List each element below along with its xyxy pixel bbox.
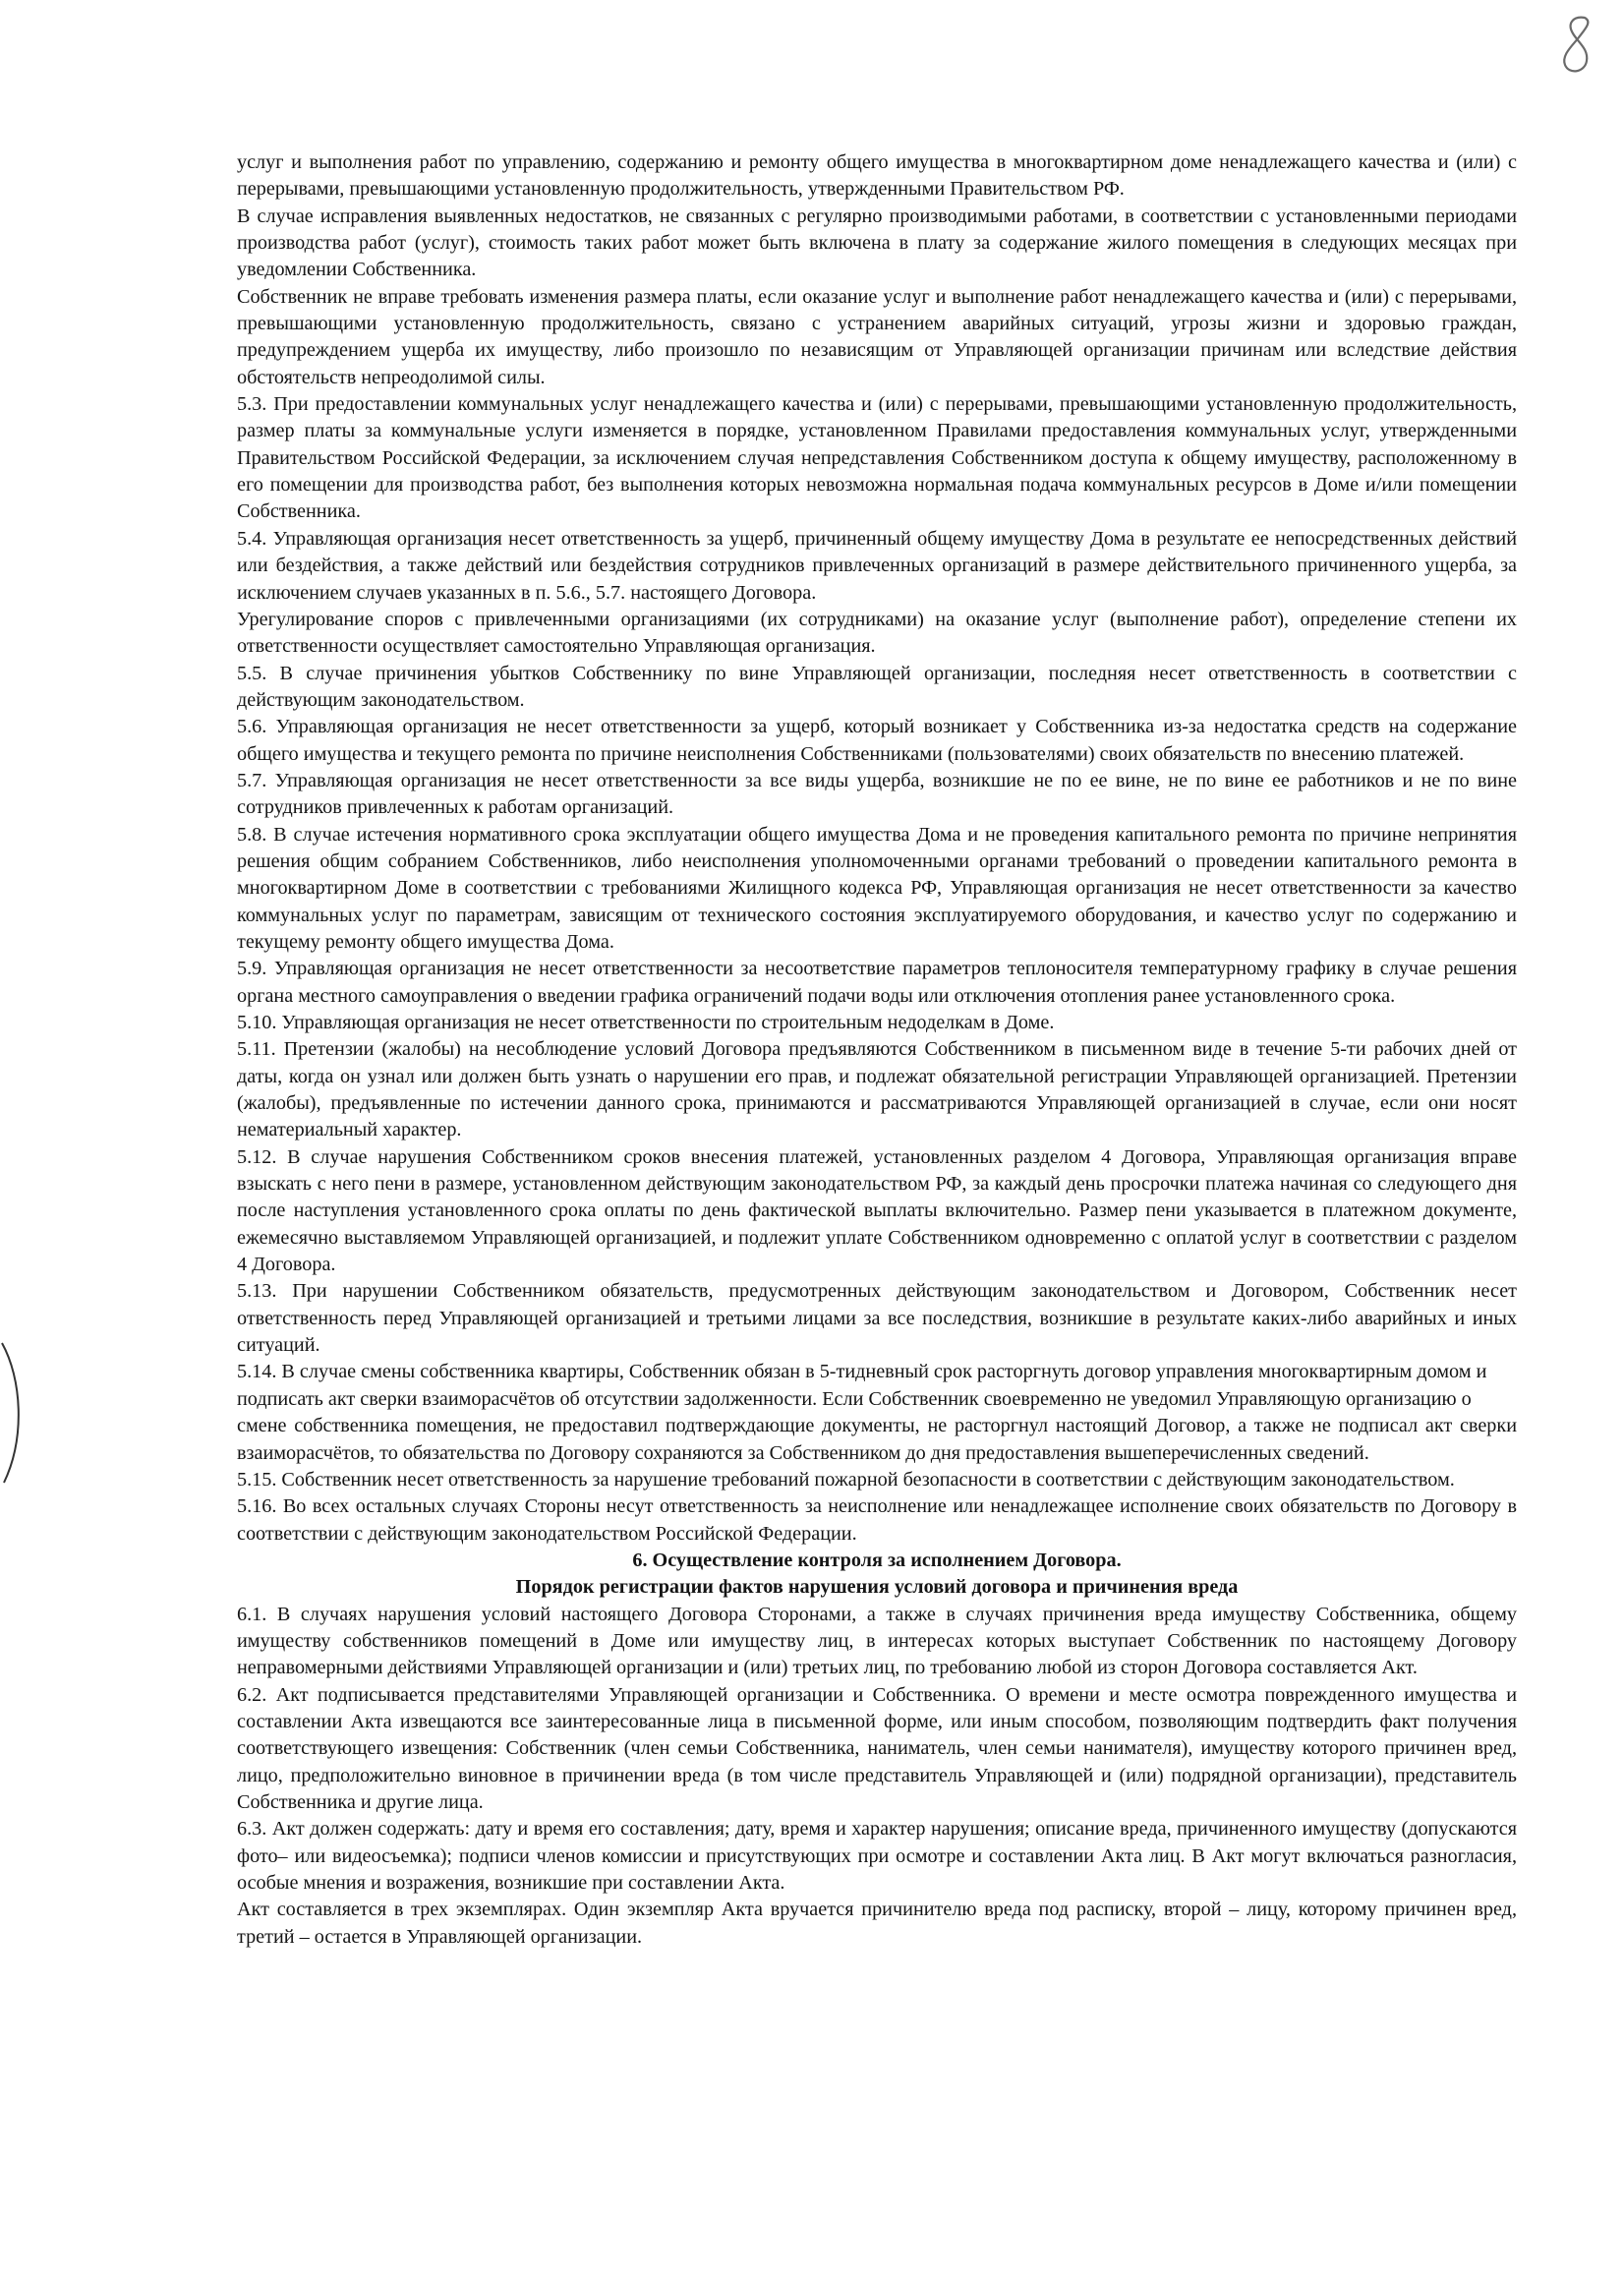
- punch-hole-mark: [0, 1339, 29, 1487]
- paragraph: Акт составляется в трех экземплярах. Один экземпляр Акта вручается причинителю вреда под расписку, второй – лицу, которому причинен вред, третий – остается в Управляющей организации.: [237, 1899, 1517, 1948]
- paragraph: 5.14. В случае смены собственника квартиры, Собственник обязан в 5-тидневный срок расторгнуть договор управления многоквартирным домом и: [237, 1361, 1487, 1383]
- paragraph: 5.11. Претензии (жалобы) на несоблюдение условий Договора предъявляются Собственником в письменном виде в течение 5-ти рабочих дней от даты, когда он узнал или должен быть узнать о нарушении его прав, и подлежат обязательной регистрации Управляющей организацией. Претензии (жалобы), предъявленные по истечении данного срока, принимаются и рассматриваются Управляющей организацией в случае, если они носят нематериальный характер.: [237, 1038, 1517, 1141]
- paragraph: 5.13. При нарушении Собственником обязательств, предусмотренных действующим законодательством и Договором, Собственник несет ответственность перед Управляющей организацией и третьими лицами за все последствия, возникшие в результате каких-либо аварийных и иных ситуаций.: [237, 1280, 1517, 1357]
- paragraph: В случае исправления выявленных недостатков, не связанных с регулярно производимыми работами, в соответствии с установленными периодами производства работ (услуг), стоимость таких работ может быть включена в плату за содержание жилого помещения в следующих месяцах при уведомлении Собственника.: [237, 205, 1517, 281]
- paragraph: 6.2. Акт подписывается представителями Управляющей организации и Собственника. О времени и месте осмотра поврежденного имущества и составлении Акта извещаются все заинтересованные лица в письменной форме, или иным способом, позволяющим подтвердить факт получения соответствующего извещения: Собственник (член семьи Собственника, наниматель, член семьи нанимателя), имуществу которого причинен вред, лицо, предположительно виновное в причинении вреда (в том числе представитель Управляющей и (или) подрядной организации), представитель Собственника и другие лица.: [237, 1683, 1517, 1813]
- paragraph: 5.8. В случае истечения нормативного срока эксплуатации общего имущества Дома и не проведения капитального ремонта по причине непринятия решения общим собранием Собственников, либо неисполнения уполномоченными органами требований о проведении капитального ремонта в многоквартирном Доме в соответствии с требованиями Жилищного кодекса РФ, Управляющая организация не несет ответственности за качество коммунальных услуг по параметрам, зависящим от технического состояния эксплуатируемого оборудования, и качество услуг по содержанию и текущему ремонту общего имущества Дома.: [237, 823, 1517, 953]
- paragraph: подписать акт сверки взаиморасчётов об отсутствии задолженности. Если Собственник своевременно не уведомил Управляющую организацию о: [237, 1387, 1472, 1410]
- section-subtitle: Порядок регистрации фактов нарушения условий договора и причинения вреда: [515, 1576, 1239, 1599]
- paragraph: 6.1. В случаях нарушения условий настоящего Договора Сторонами, а также в случаях причинения вреда имуществу Собственника, общему имуществу собственников помещений в Доме или имуществу лиц, в интересах которых выступает Собственник по настоящему Договору неправомерными действиями Управляющей организации и (или) третьих лиц, по требованию любой из сторон Договора составляется Акт.: [237, 1603, 1517, 1679]
- paragraph: 5.15. Собственник несет ответственность за нарушение требований пожарной безопасности в соответствии с действующим законодательством.: [237, 1468, 1455, 1491]
- paragraph: 5.5. В случае причинения убытков Собственнику по вине Управляющей организации, последняя несет ответственность в соответствии с действующим законодательством.: [237, 662, 1517, 711]
- paragraph: 5.10. Управляющая организация не несет ответственности по строительным недоделкам в Доме.: [237, 1012, 1055, 1033]
- paragraph: смене собственника помещения, не предоставил подтверждающие документы, не расторгнул настоящий Договор, а также не подписал акт сверки взаиморасчётов, то обязательства по Договору сохраняются за Собственником до дня предоставления вышеперечисленных сведений.: [237, 1415, 1517, 1464]
- paragraph: 5.7. Управляющая организация не несет ответственности за все виды ущерба, возникшие не по ее вине, не по вине ее работников и не по вине сотрудников привлеченных к работам организаций.: [237, 769, 1517, 819]
- paragraph: Собственник не вправе требовать изменения размера платы, если оказание услуг и выполнение работ ненадлежащего качества и (или) с перерывами, превышающими установленную продолжительность, связано с устранением аварийных ситуаций, угрозы жизни и здоровью граждан, предупреждением ущерба их имуществу, либо произошло по независящим от Управляющей организации причинам или вследствие действия обстоятельств непреодолимой силы.: [237, 285, 1517, 388]
- paragraph: 5.9. Управляющая организация не несет ответственности за несоответствие параметров теплоносителя температурному графику в случае решения органа местного самоуправления о введении графика ограничений подачи воды или отключения отопления ранее установленного срока.: [237, 958, 1517, 1007]
- paragraph: 5.4. Управляющая организация несет ответственность за ущерб, причиненный общему имуществу Дома в результате ее непосредственных действий или бездействия, а также действий или бездействия сотрудников привлеченных организаций в размере действительного причиненного ущерба, за исключением случаев указанных в п. 5.6., 5.7. настоящего Договора.: [237, 527, 1517, 604]
- paragraph: 5.3. При предоставлении коммунальных услуг ненадлежащего качества и (или) с перерывами, превышающими установленную продолжительность, размер платы за коммунальные услуги изменяется в порядке, установленном Правилами предоставления коммунальных услуг, утвержденными Правительством Российской Федерации, за исключением случая непредставления Собственником доступа к общему имуществу, расположенному в его помещении для производства работ, без выполнения которых невозможна нормальная подача коммунальных ресурсов в Доме и/или помещении Собственника.: [237, 393, 1517, 523]
- section-title: 6. Осуществление контроля за исполнением Договора.: [632, 1549, 1122, 1571]
- paragraph: 5.16. Во всех остальных случаях Стороны несут ответственность за неисполнение или ненадлежащее исполнение своих обязательств по Договору в соответствии с действующим законодательством Российской Федерации.: [237, 1495, 1517, 1545]
- paragraph: Урегулирование споров с привлеченными организациями (их сотрудниками) на оказание услуг (выполнение работ), определение степени их ответственности осуществляет самостоятельно Управляющая организация.: [237, 608, 1517, 658]
- paragraph: 5.12. В случае нарушения Собственником сроков внесения платежей, установленных разделом 4 Договора, Управляющая организация вправе взыскать с него пени в размере, установленном действующим законодательством РФ, за каждый день просрочки платежа начиная со следующего дня после наступления установленного срока оплаты по день фактической выплаты включительно. Размер пени указывается в платежном документе, ежемесячно выставляемом Управляющей организацией, и подлежит уплате Собственником одновременно с оплатой услуг в соответствии с разделом 4 Договора.: [237, 1145, 1517, 1276]
- paragraph: услуг и выполнения работ по управлению, содержанию и ремонту общего имущества в многоквартирном доме ненадлежащего качества и (или) с перерывами, превышающими установленную продолжительность, утвержденными Правительством РФ.: [237, 151, 1517, 201]
- document-body: [237, 149, 1517, 1951]
- handwritten-page-number: [1549, 14, 1600, 77]
- paragraph: 5.6. Управляющая организация не несет ответственности за ущерб, который возникает у Собственника из-за недостатка средств на содержание общего имущества и текущего ремонта по причине неисполнения Собственниками (пользователями) своих обязательств по внесению платежей.: [237, 716, 1517, 765]
- paragraph: 6.3. Акт должен содержать: дату и время его составления; дату, время и характер нарушения; описание вреда, причиненного имуществу (допускаются фото– или видеосъемка); подписи членов комиссии и присутствующих при осмотре и составлении Акта лиц. В Акт могут включаться разногласия, особые мнения и возражения, возникшие при составлении Акта.: [237, 1818, 1517, 1894]
